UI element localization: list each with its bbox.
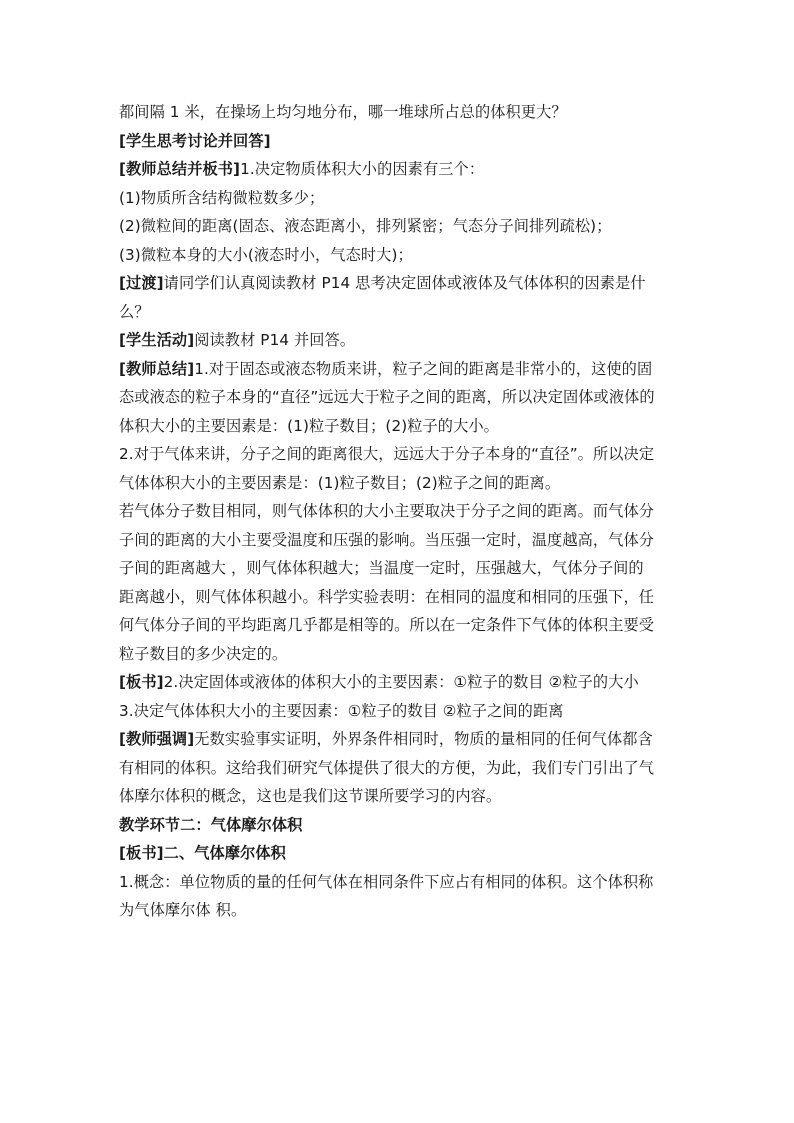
text-segment: 阅读教材 P14 并回答。 <box>194 331 356 349</box>
text-segment: 子间的距离越大 ，则气体体积越大；当温度一定时，压强越大，气体分子间的 <box>119 559 644 577</box>
text-line <box>119 896 684 925</box>
text-line <box>119 611 684 640</box>
text-line <box>119 241 684 270</box>
text-line <box>119 355 684 384</box>
text-segment: 2.决定固体或液体的体积大小的主要因素：①粒子的数目 ②粒子的大小 <box>163 673 639 691</box>
text-line <box>119 725 684 754</box>
text-segment: 态或液态的粒子本身的“直径”远远大于粒子之间的距离，所以决定固体或液体的 <box>119 388 655 406</box>
text-segment: 粒子数目的多少决定的。 <box>119 644 288 663</box>
text-line <box>119 782 684 811</box>
text-line <box>119 412 684 441</box>
text-line <box>119 127 684 156</box>
text-segment: 1.概念：单位物质的量的任何气体在相同条件下应占有相同的体积。这个体积称 <box>119 872 654 891</box>
text-line <box>119 868 684 897</box>
text-segment: 体积大小的主要因素是：(1)粒子数目；(2)粒子的大小。 <box>119 416 499 435</box>
text-segment: 体摩尔体积的概念，这也是我们这节课所要学习的内容。 <box>119 787 502 805</box>
text-line <box>119 640 684 669</box>
text-segment: 气体体积大小的主要因素是：(1)粒子数目；(2)粒子之间的距离。 <box>119 473 561 492</box>
text-line <box>119 668 684 697</box>
text-line <box>119 298 684 327</box>
text-line <box>119 754 684 783</box>
text-line <box>119 184 684 213</box>
text-segment: 3.决定气体体积大小的主要因素：①粒子的数目 ②粒子之间的距离 <box>119 701 564 720</box>
bold-label: [板书] <box>119 673 164 691</box>
text-segment: 若气体分子数目相同，则气体体积的大小主要取决于分子之间的距离。而气体分 <box>119 502 655 520</box>
bold-label: [教师总结] <box>119 359 195 378</box>
text-segment: 何气体分子间的平均距离几乎都是相等的。所以在一定条件下气体的体积主要受 <box>119 616 655 634</box>
text-line <box>119 554 684 583</box>
text-segment: 1.决定物质体积大小的因素有三个： <box>240 160 485 178</box>
text-line <box>119 583 684 612</box>
text-segment: 距离越小，则气体体积越小。科学实验表明：在相同的温度和相同的压强下，任 <box>119 587 655 606</box>
text-line <box>119 269 684 298</box>
text-line <box>119 469 684 498</box>
text-segment: (1)物质所含结构微粒数多少； <box>119 188 325 207</box>
text-line <box>119 326 684 355</box>
bold-label: [学生活动] <box>119 331 195 349</box>
text-segment: 请同学们认真阅读教材 P14 思考决定固体或液体及气体体积的因素是什 <box>163 274 646 292</box>
bold-label: 教学环节二：气体摩尔体积 <box>119 815 303 834</box>
text-line <box>119 697 684 726</box>
bold-label: [学生思考讨论并回答] <box>119 131 271 150</box>
text-segment: 为气体摩尔体 积。 <box>119 901 247 919</box>
text-line <box>119 155 684 184</box>
document-body <box>119 98 684 925</box>
text-segment: 都间隔 1 米，在操场上均匀地分布，哪一堆球所占总的体积更大？ <box>119 103 567 121</box>
text-segment: 无数实验事实证明，外界条件相同时，物质的量相同的任何气体都含 <box>194 730 653 748</box>
text-line <box>119 383 684 412</box>
bold-label: [过渡] <box>119 274 164 292</box>
text-segment: 有相同的体积。这给我们研究气体提供了很大的方便，为此，我们专门引出了气 <box>119 758 655 777</box>
bold-label: [板书]二、气体摩尔体积 <box>119 844 286 862</box>
text-line <box>119 212 684 241</box>
text-line <box>119 526 684 555</box>
text-segment: (3)微粒本身的大小(液态时小，气态时大)； <box>119 245 413 264</box>
bold-label: [教师强调] <box>119 730 195 748</box>
text-line <box>119 98 684 127</box>
text-line <box>119 811 684 840</box>
text-line <box>119 497 684 526</box>
text-segment: 么？ <box>119 302 150 321</box>
text-line <box>119 440 684 469</box>
text-segment: (2)微粒间的距离(固态、液态距离小，排列紧密；气态分子间排列疏松)； <box>119 217 612 235</box>
text-segment: 2.对于气体来讲，分子之间的距离很大，远远大于分子本身的“直径”。所以决定 <box>119 445 655 463</box>
text-segment: 子间的距离的大小主要受温度和压强的影响。当压强一定时，温度越高，气体分 <box>119 530 655 549</box>
bold-label: [教师总结并板书] <box>119 160 241 178</box>
text-segment: 1.对于固态或液态物质来讲，粒子之间的距离是非常小的，这使的固 <box>194 359 653 378</box>
text-line <box>119 839 684 868</box>
